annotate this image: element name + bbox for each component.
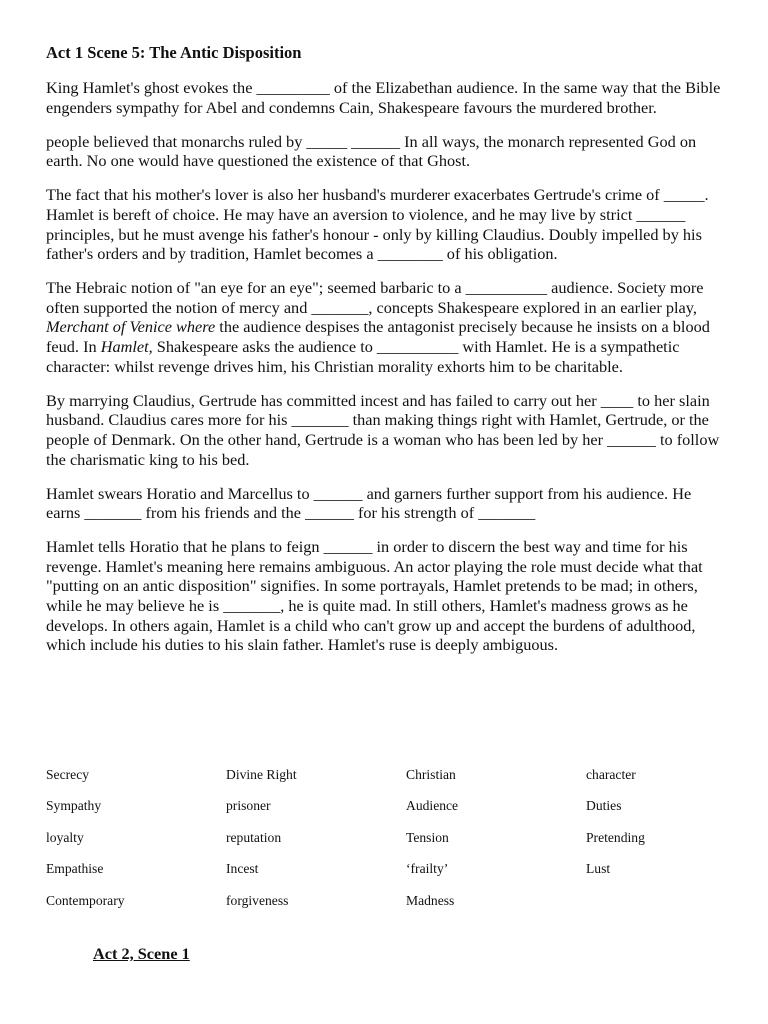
paragraph-ghost: King Hamlet's ghost evokes the _________ of the Elizabethan audience. In the same way that the Bible engenders sympathy for Abel and condemns Cain, Shakespeare favours the murdered brother.	[46, 78, 721, 117]
word-bank-item: Madness	[406, 892, 455, 908]
paragraph-gertrude-crime: The fact that his mother's lover is also her husband's murderer exacerbates Gertrude's crime of _____. Hamlet is bereft of choice. He may have an aversion to violence, and he may live by strict ______ principles, but he must avenge his father's honour - only by killing Claudius. Doubly impelled by his father's orders and by tradition, Hamlet becomes a ________ of his obligation.	[46, 185, 709, 264]
paragraph-incest: By marrying Claudius, Gertrude has committed incest and has failed to carry out her ____ to her slain husband. Claudius cares more for his _______ than making things right with Hamlet, Gertrude, or the people of Denmark. On the other hand, Gertrude is a woman who has been led by her ______ to follow the charismatic king to his bed.	[46, 390, 720, 469]
play-title-merchant: Merchant of Venice where	[46, 317, 216, 337]
word-bank-item: Audience	[406, 798, 459, 814]
word-bank-item: Divine Right	[226, 767, 297, 782]
word-bank-item: ‘frailty’	[406, 861, 449, 877]
word-bank-item: Contemporary	[46, 892, 125, 908]
next-section-heading: Act 2, Scene 1	[93, 944, 190, 963]
word-bank-item: Duties	[586, 798, 622, 814]
paragraph-antic-disposition: Hamlet tells Horatio that he plans to feign ______ in order to discern the best way and time for his revenge. Hamlet's meaning here remains ambiguous. An actor playing the role must decide what that "putting on an antic disposition" signifies. In some portrayals, Hamlet pretends to be mad; in others, while he may believe he is _______, he is quite mad. In still others, Hamlet's madness grows as he develops. In others again, Hamlet is a child who can't grow up and accept the burdens of adulthood, which include his duties to his slain father. Hamlet's ruse is deeply ambiguous.	[46, 537, 703, 655]
word-bank	[46, 765, 746, 922]
section-heading: Act 1 Scene 5: The Antic Disposition	[46, 43, 302, 62]
word-bank-item: Lust	[586, 861, 611, 877]
word-bank-item: Pretending	[586, 829, 645, 845]
word-bank-item: Tension	[406, 829, 449, 845]
word-bank-item: reputation	[226, 829, 282, 845]
word-bank-item: Secrecy	[46, 767, 90, 782]
word-bank-item: Christian	[406, 767, 456, 782]
word-bank-item: Sympathy	[46, 798, 102, 814]
word-bank-item: character	[586, 767, 636, 782]
word-bank-item: forgiveness	[226, 892, 289, 908]
play-title-hamlet: Hamlet,	[100, 337, 153, 357]
worksheet-body	[46, 42, 726, 669]
word-bank-item: Empathise	[46, 861, 104, 877]
paragraph-text: The Hebraic notion of "an eye for an eye"; seemed barbaric to a __________ audience. Society more often supported the notion of mercy and _______, concepts Shakespeare explored in an earlier play,	[46, 278, 704, 317]
word-bank-item: Incest	[226, 861, 259, 877]
paragraph-text: Shakespeare asks the audience to __________ with Hamlet. He is a sympathetic character: whilst revenge drives him, his Christian morality exhorts him to be charitable.	[46, 337, 680, 376]
word-bank-item: loyalty	[46, 829, 84, 845]
word-bank-item: prisoner	[226, 798, 271, 814]
paragraph-horatio-oath: Hamlet swears Horatio and Marcellus to ______ and garners further support from his audience. He earns _______ from his friends and the ______ for his strength of _______	[46, 483, 692, 523]
paragraph-text: the audience despises the antagonist precisely because he insists on a blood feud. In	[46, 317, 710, 357]
paragraph-monarchs: people believed that monarchs ruled by _____ ______ In all ways, the monarch represented God on earth. No one would have questioned the existence of that Ghost.	[46, 131, 697, 171]
paragraph-hebraic-notion	[46, 278, 726, 376]
